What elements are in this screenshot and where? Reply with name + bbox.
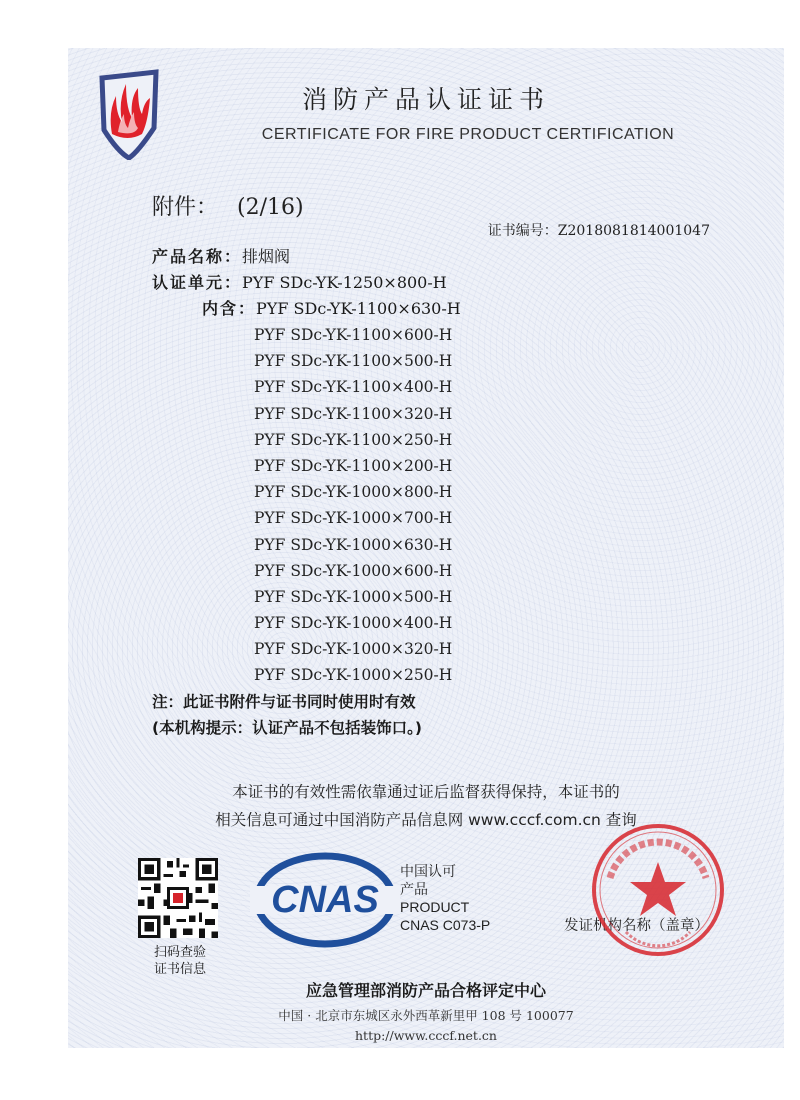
model-item: PYF SDc-YK-1000×400-H (254, 614, 453, 633)
includes-label: 内含： (202, 299, 257, 318)
model-item: PYF SDc-YK-1000×500-H (254, 587, 453, 606)
cnas-info-line: CNAS C073-P (400, 917, 491, 933)
model-item: PYF SDc-YK-1100×320-H (254, 404, 453, 423)
certificate-number-value: Z2018081814001047 (557, 223, 710, 239)
certificate-title: 消防产品认证证书 (301, 85, 550, 114)
certificate-title-en: CERTIFICATE FOR FIRE PRODUCT CERTIFICATION (261, 126, 675, 143)
footer-address: 中国 · 北京市东城区永外西革新里甲 108 号 100077 (278, 1008, 574, 1023)
model-item: PYF SDc-YK-1000×630-H (254, 535, 453, 554)
cert-unit-value: PYF SDc-YK-1250×800-H (242, 273, 447, 292)
certificate-number-label: 证书编号： (487, 223, 558, 239)
qr-code-icon[interactable] (138, 858, 218, 938)
model-item: PYF SDc-YK-1100×600-H (254, 326, 453, 344)
model-item: PYF SDc-YK-1100×400-H (254, 378, 453, 397)
cnas-info-line: 产品 (400, 881, 428, 897)
validity-line-2: 相关信息可通过中国消防产品信息网 www.cccf.com.cn 查询 (215, 811, 637, 829)
product-name-row (152, 244, 290, 267)
attachment-indicator (152, 190, 304, 221)
issuer-signature-label: 发证机构名称（盖章） (564, 918, 709, 934)
model-item: PYF SDc-YK-1100×250-H (254, 430, 453, 449)
red-official-seal-icon (588, 820, 728, 960)
model-list (254, 322, 452, 689)
product-name-label: 产品名称： (152, 247, 243, 266)
includes-row (202, 296, 461, 319)
cnas-info-line: PRODUCT (400, 899, 470, 915)
footer-organization: 应急管理部消防产品合格评定中心 (305, 981, 546, 1000)
cert-unit-row (152, 270, 447, 293)
model-item: PYF SDc-YK-1000×250-H (254, 666, 453, 685)
certificate-number (488, 220, 710, 240)
cnas-info-line: 中国认可 (400, 863, 456, 879)
model-item: PYF SDc-YK-1000×800-H (254, 483, 453, 502)
attachment-value: (2/16) (237, 195, 304, 220)
model-item: PYF SDc-YK-1100×200-H (254, 456, 453, 475)
qr-caption (140, 944, 220, 978)
note-line-2: (本机构提示：认证产品不包括装饰口。) (152, 719, 422, 737)
includes-first-model: PYF SDc-YK-1100×630-H (256, 299, 461, 318)
footer-url[interactable]: http://www.cccf.net.cn (355, 1028, 497, 1043)
note-line-1: 注：此证书附件与证书同时使用时有效 (152, 693, 416, 711)
model-item: PYF SDc-YK-1000×320-H (254, 640, 453, 659)
cnas-logo-icon (250, 850, 400, 950)
model-item: PYF SDc-YK-1100×500-H (254, 352, 453, 371)
model-item: PYF SDc-YK-1000×600-H (254, 561, 453, 580)
qr-caption-line-2: 证书信息 (153, 962, 206, 977)
attachment-label: 附件： (152, 195, 219, 220)
cert-unit-label: 认证单元： (152, 273, 243, 292)
product-name-value: 排烟阀 (242, 247, 291, 266)
qr-caption-line-1: 扫码查验 (153, 945, 206, 960)
cnas-logo-text: CNAS (271, 879, 379, 921)
cnas-accreditation-info (400, 862, 490, 934)
validity-line-1: 本证书的有效性需依靠通过证后监督获得保持，本证书的 (232, 783, 620, 801)
model-item: PYF SDc-YK-1000×700-H (254, 509, 453, 528)
certificate-sheet (68, 48, 784, 1048)
